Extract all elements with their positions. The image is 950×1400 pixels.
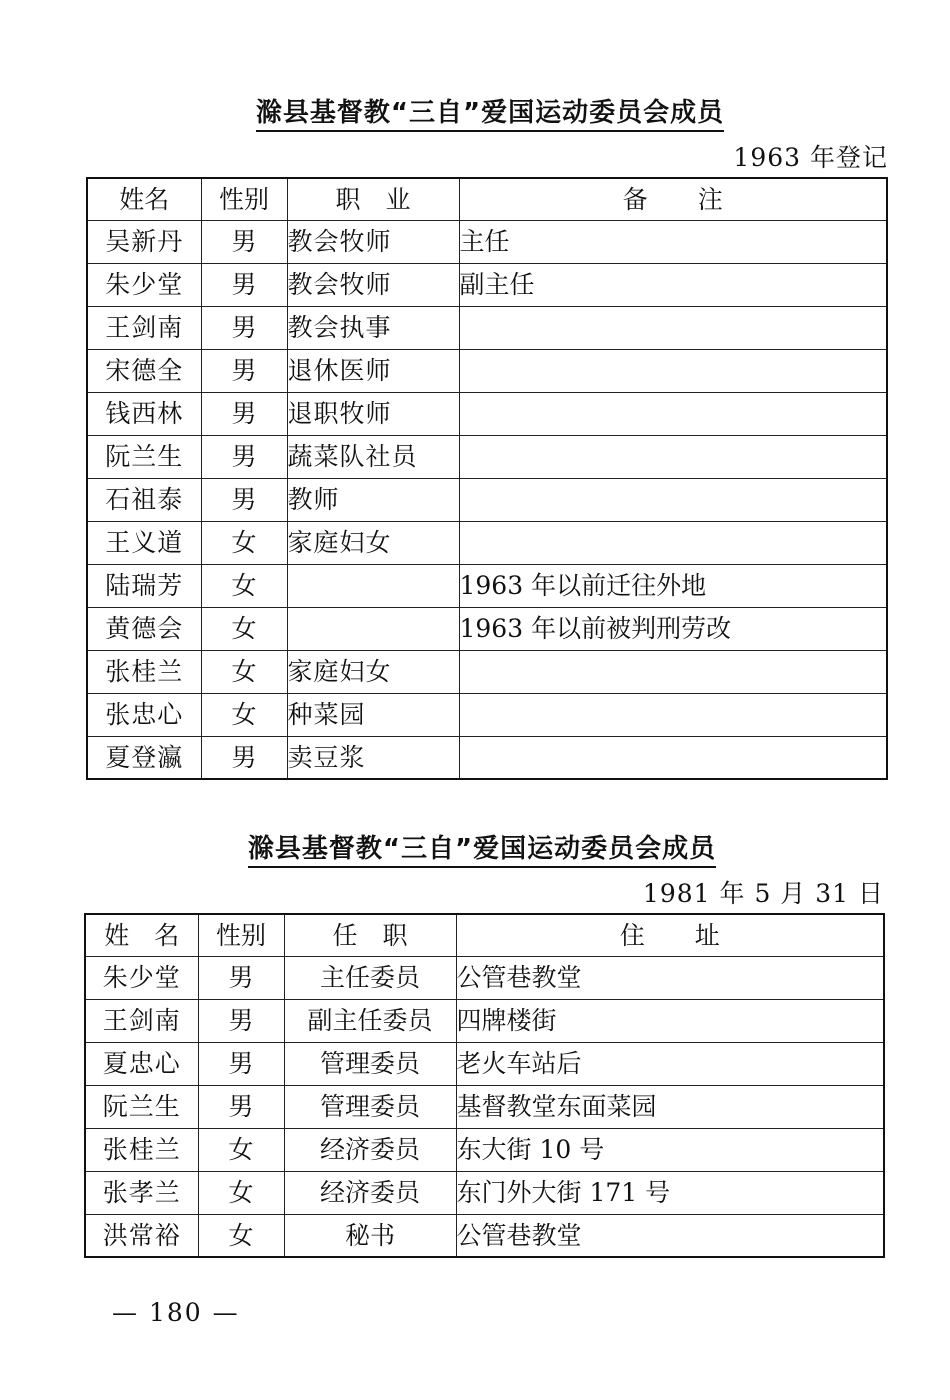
cell-gender: 男: [198, 956, 284, 999]
members-table-1981: [84, 913, 885, 1258]
cell-note: 公管巷教堂: [456, 1214, 884, 1257]
cell-name: 王义道: [87, 521, 201, 564]
header-occupation: 职 业: [287, 178, 459, 220]
table-row: [85, 1171, 884, 1214]
cell-note: [459, 521, 887, 564]
section1-title: 滁县基督教“三自”爱国运动委员会成员: [0, 92, 950, 129]
cell-note: 四牌楼街: [456, 999, 884, 1042]
cell-role: 种菜园: [287, 693, 459, 736]
cell-role: 秘书: [284, 1214, 456, 1257]
header-gender: 性别: [201, 178, 287, 220]
cell-role: 教师: [287, 478, 459, 521]
table-body: [87, 220, 887, 779]
cell-role: 经济委员: [284, 1171, 456, 1214]
table-row: [87, 650, 887, 693]
members-table-1963: [86, 177, 888, 780]
cell-note: 主任: [459, 220, 887, 263]
section1-date: 1963 年登记: [733, 143, 888, 172]
cell-name: 陆瑞芳: [87, 564, 201, 607]
cell-note: 1963 年以前被判刑劳改: [459, 607, 887, 650]
cell-name: 阮兰生: [87, 435, 201, 478]
cell-name: 钱西林: [87, 392, 201, 435]
table-row: [87, 478, 887, 521]
cell-role: 教会牧师: [287, 220, 459, 263]
cell-name: 张桂兰: [85, 1128, 198, 1171]
cell-note: [459, 478, 887, 521]
cell-note: 东门外大街 171 号: [456, 1171, 884, 1214]
cell-name: 黄德会: [87, 607, 201, 650]
cell-role: 退职牧师: [287, 392, 459, 435]
cell-name: 洪常裕: [85, 1214, 198, 1257]
cell-name: 张桂兰: [87, 650, 201, 693]
page-number: — 180 —: [112, 1298, 240, 1327]
cell-role: 退休医师: [287, 349, 459, 392]
table-row: [87, 220, 887, 263]
header-address: 住 址: [456, 914, 884, 956]
cell-role: 教会执事: [287, 306, 459, 349]
header-remarks: 备 注: [459, 178, 887, 220]
cell-name: 张忠心: [87, 693, 201, 736]
cell-note: 基督教堂东面菜园: [456, 1085, 884, 1128]
table-row: [87, 435, 887, 478]
cell-gender: 男: [201, 349, 287, 392]
cell-role: 副主任委员: [284, 999, 456, 1042]
table-row: [87, 736, 887, 779]
cell-gender: 女: [201, 607, 287, 650]
table-header-row: [85, 914, 884, 956]
table-row: [85, 956, 884, 999]
cell-name: 阮兰生: [85, 1085, 198, 1128]
cell-gender: 女: [201, 521, 287, 564]
cell-role: 经济委员: [284, 1128, 456, 1171]
cell-gender: 女: [198, 1171, 284, 1214]
table-header-row: [87, 178, 887, 220]
cell-note: [459, 693, 887, 736]
section2-title: 滁县基督教“三自”爱国运动委员会成员: [0, 828, 950, 865]
header-name: 姓 名: [85, 914, 198, 956]
cell-name: 朱少堂: [85, 956, 198, 999]
section2-date: 1981 年 5 月 31 日: [642, 879, 884, 908]
cell-role: 主任委员: [284, 956, 456, 999]
header-name: 姓名: [87, 178, 201, 220]
cell-name: 王剑南: [85, 999, 198, 1042]
cell-role: 管理委员: [284, 1085, 456, 1128]
cell-note: [459, 435, 887, 478]
cell-note: 副主任: [459, 263, 887, 306]
cell-name: 石祖泰: [87, 478, 201, 521]
cell-note: [459, 349, 887, 392]
cell-role: 家庭妇女: [287, 521, 459, 564]
cell-name: 吴新丹: [87, 220, 201, 263]
table-row: [87, 564, 887, 607]
cell-note: 公管巷教堂: [456, 956, 884, 999]
header-gender: 性别: [198, 914, 284, 956]
table-row: [87, 693, 887, 736]
cell-note: [459, 650, 887, 693]
table-row: [87, 349, 887, 392]
cell-gender: 女: [198, 1214, 284, 1257]
cell-role: 管理委员: [284, 1042, 456, 1085]
cell-role: [287, 607, 459, 650]
table-row: [85, 999, 884, 1042]
cell-gender: 男: [201, 220, 287, 263]
cell-role: 家庭妇女: [287, 650, 459, 693]
cell-note: [459, 736, 887, 779]
cell-gender: 女: [198, 1128, 284, 1171]
table-row: [85, 1085, 884, 1128]
cell-role: 教会牧师: [287, 263, 459, 306]
cell-gender: 男: [201, 392, 287, 435]
cell-name: 张孝兰: [85, 1171, 198, 1214]
cell-name: 王剑南: [87, 306, 201, 349]
table-row: [87, 392, 887, 435]
cell-gender: 男: [198, 999, 284, 1042]
table-row: [87, 263, 887, 306]
cell-role: 卖豆浆: [287, 736, 459, 779]
cell-gender: 男: [201, 435, 287, 478]
cell-name: 夏忠心: [85, 1042, 198, 1085]
cell-note: 1963 年以前迁往外地: [459, 564, 887, 607]
table-row: [85, 1214, 884, 1257]
cell-name: 夏登瀛: [87, 736, 201, 779]
cell-role: 蔬菜队社员: [287, 435, 459, 478]
cell-gender: 女: [201, 693, 287, 736]
table-body: [85, 956, 884, 1257]
cell-gender: 男: [201, 306, 287, 349]
cell-gender: 男: [198, 1042, 284, 1085]
cell-note: [459, 306, 887, 349]
cell-note: 东大街 10 号: [456, 1128, 884, 1171]
cell-name: 宋德全: [87, 349, 201, 392]
cell-note: 老火车站后: [456, 1042, 884, 1085]
table-row: [85, 1042, 884, 1085]
cell-role: [287, 564, 459, 607]
cell-gender: 男: [198, 1085, 284, 1128]
table-row: [87, 521, 887, 564]
cell-name: 朱少堂: [87, 263, 201, 306]
table-row: [87, 607, 887, 650]
cell-gender: 女: [201, 564, 287, 607]
cell-gender: 男: [201, 263, 287, 306]
cell-gender: 男: [201, 736, 287, 779]
table-row: [87, 306, 887, 349]
header-position: 任 职: [284, 914, 456, 956]
table-row: [85, 1128, 884, 1171]
cell-gender: 男: [201, 478, 287, 521]
cell-gender: 女: [201, 650, 287, 693]
cell-note: [459, 392, 887, 435]
